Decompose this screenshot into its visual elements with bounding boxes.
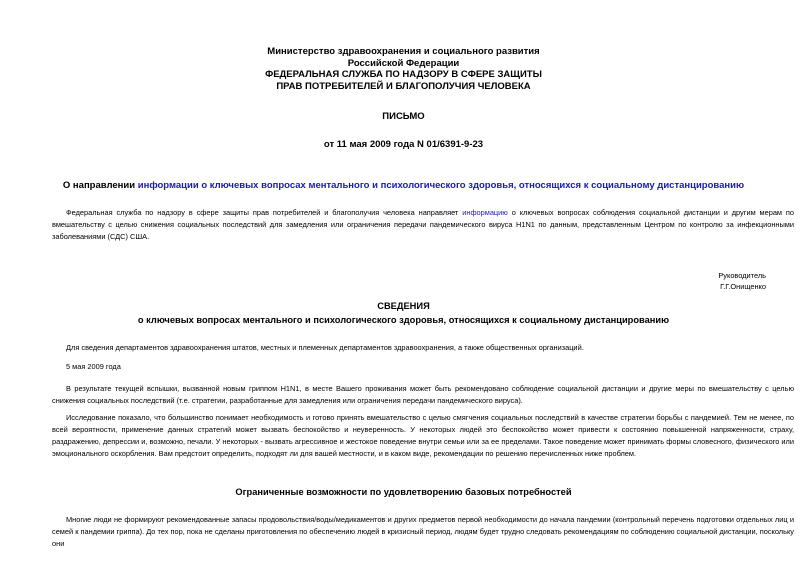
paragraph-outbreak: В результате текущей вспышки, вызванной новым гриппом H1N1, в месте Вашего проживания может быть рекомендовано соблюдение социальной дистанции и другие меры по вмешательству с целью снижения социальных последствий (т.е. стратегии, разработанные для замедления или ограничения передачи пандемического вируса). [52,384,794,405]
subject-prefix: О направлении [62,180,138,191]
signature-block [718,270,766,292]
signature-position: Руководитель [718,271,766,280]
header-line-country: Российской Федерации [347,57,460,69]
intro-text-before: Федеральная служба по надзору в сфере защиты прав потребителей и благополучия человека направляет [66,208,463,217]
audience-line: Для сведения департаментов здравоохранения штатов, местных и племенных департаментов здравоохранения, а также общественных организаций. [66,343,584,352]
header-line-service: ФЕДЕРАЛЬНАЯ СЛУЖБА ПО НАДЗОРУ В СФЕРЕ ЗАЩИТЫ [265,69,542,80]
info-title-block [0,299,807,327]
info-subtitle: о ключевых вопросах ментального и психологического здоровья, относящихся к социальному дистанцированию [137,315,670,325]
section-heading: Ограниченные возможности по удовлетворению базовых потребностей [235,487,572,497]
date-line: 5 мая 2009 года [66,362,121,371]
document-date-number: от 11 мая 2009 года N 01/6391-9-23 [323,139,484,150]
intro-paragraph [52,207,794,243]
document-type: ПИСЬМО [382,111,425,122]
intro-text-after: о ключевых вопросах соблюдения социальной дистанции и другим мерам по вмешательству с целью снижения социальных последствий для замедления или ограничения передачи пандемического вируса H1N1 по данным, представленным Центром по контролю за инфекционными заболеваниями (СДС) США. [52,208,795,241]
paragraph-research: Исследование показало, что большинство понимает необходимость и готово принять вмешательство с целью смягчения социальных последствий в качестве стратегии борьбы с пандемией. Тем не менее, по всей вероятности, применение данных стратегий может вызвать беспокойство и неуверенность. У некоторых людей это беспокойство может привести к состоянию повышенной напряженности, страху, раздражению, депрессии и, возможно, печали. У некоторых - вызвать агрессивное и жестокое поведение внутри семьи или за ее пределами. Такое поведение может принимать формы словесного, физического или эмоционального оскорбления. Вам предстоит определить, подходят ли для вашей местности, и в каком виде, рекомендации по решению перечисленных ниже проблем. [52,413,794,458]
header-line-service-cont: ПРАВ ПОТРЕБИТЕЛЕЙ И БЛАГОПОЛУЧИЯ ЧЕЛОВЕКА [276,80,531,92]
intro-info-link[interactable]: информацию [462,208,508,217]
header-line-ministry: Министерство здравоохранения и социального развития [267,46,540,57]
signature-name: Г.Г.Онищенко [720,282,766,291]
document-header [0,46,807,92]
info-title: СВЕДЕНИЯ [377,301,430,311]
subject-link[interactable]: информации о ключевых вопросах ментального и психологического здоровья, относящихся к социальному дистанцированию [137,180,745,191]
document-subject [0,180,807,191]
paragraph-basic-needs: Многие люди не формируют рекомендованные запасы продовольствия/воды/медикаментов и других предметов первой необходимости до начала пандемии (контрольный перечень подготовки отдельных лиц и семей к пандемии гриппа). До тех пор, пока не сделаны приготовления по обеспечению людей в кризисный период, людям будет трудно следовать рекомендациям по соблюдению социальной дистанции, поскольку они [52,515,794,548]
